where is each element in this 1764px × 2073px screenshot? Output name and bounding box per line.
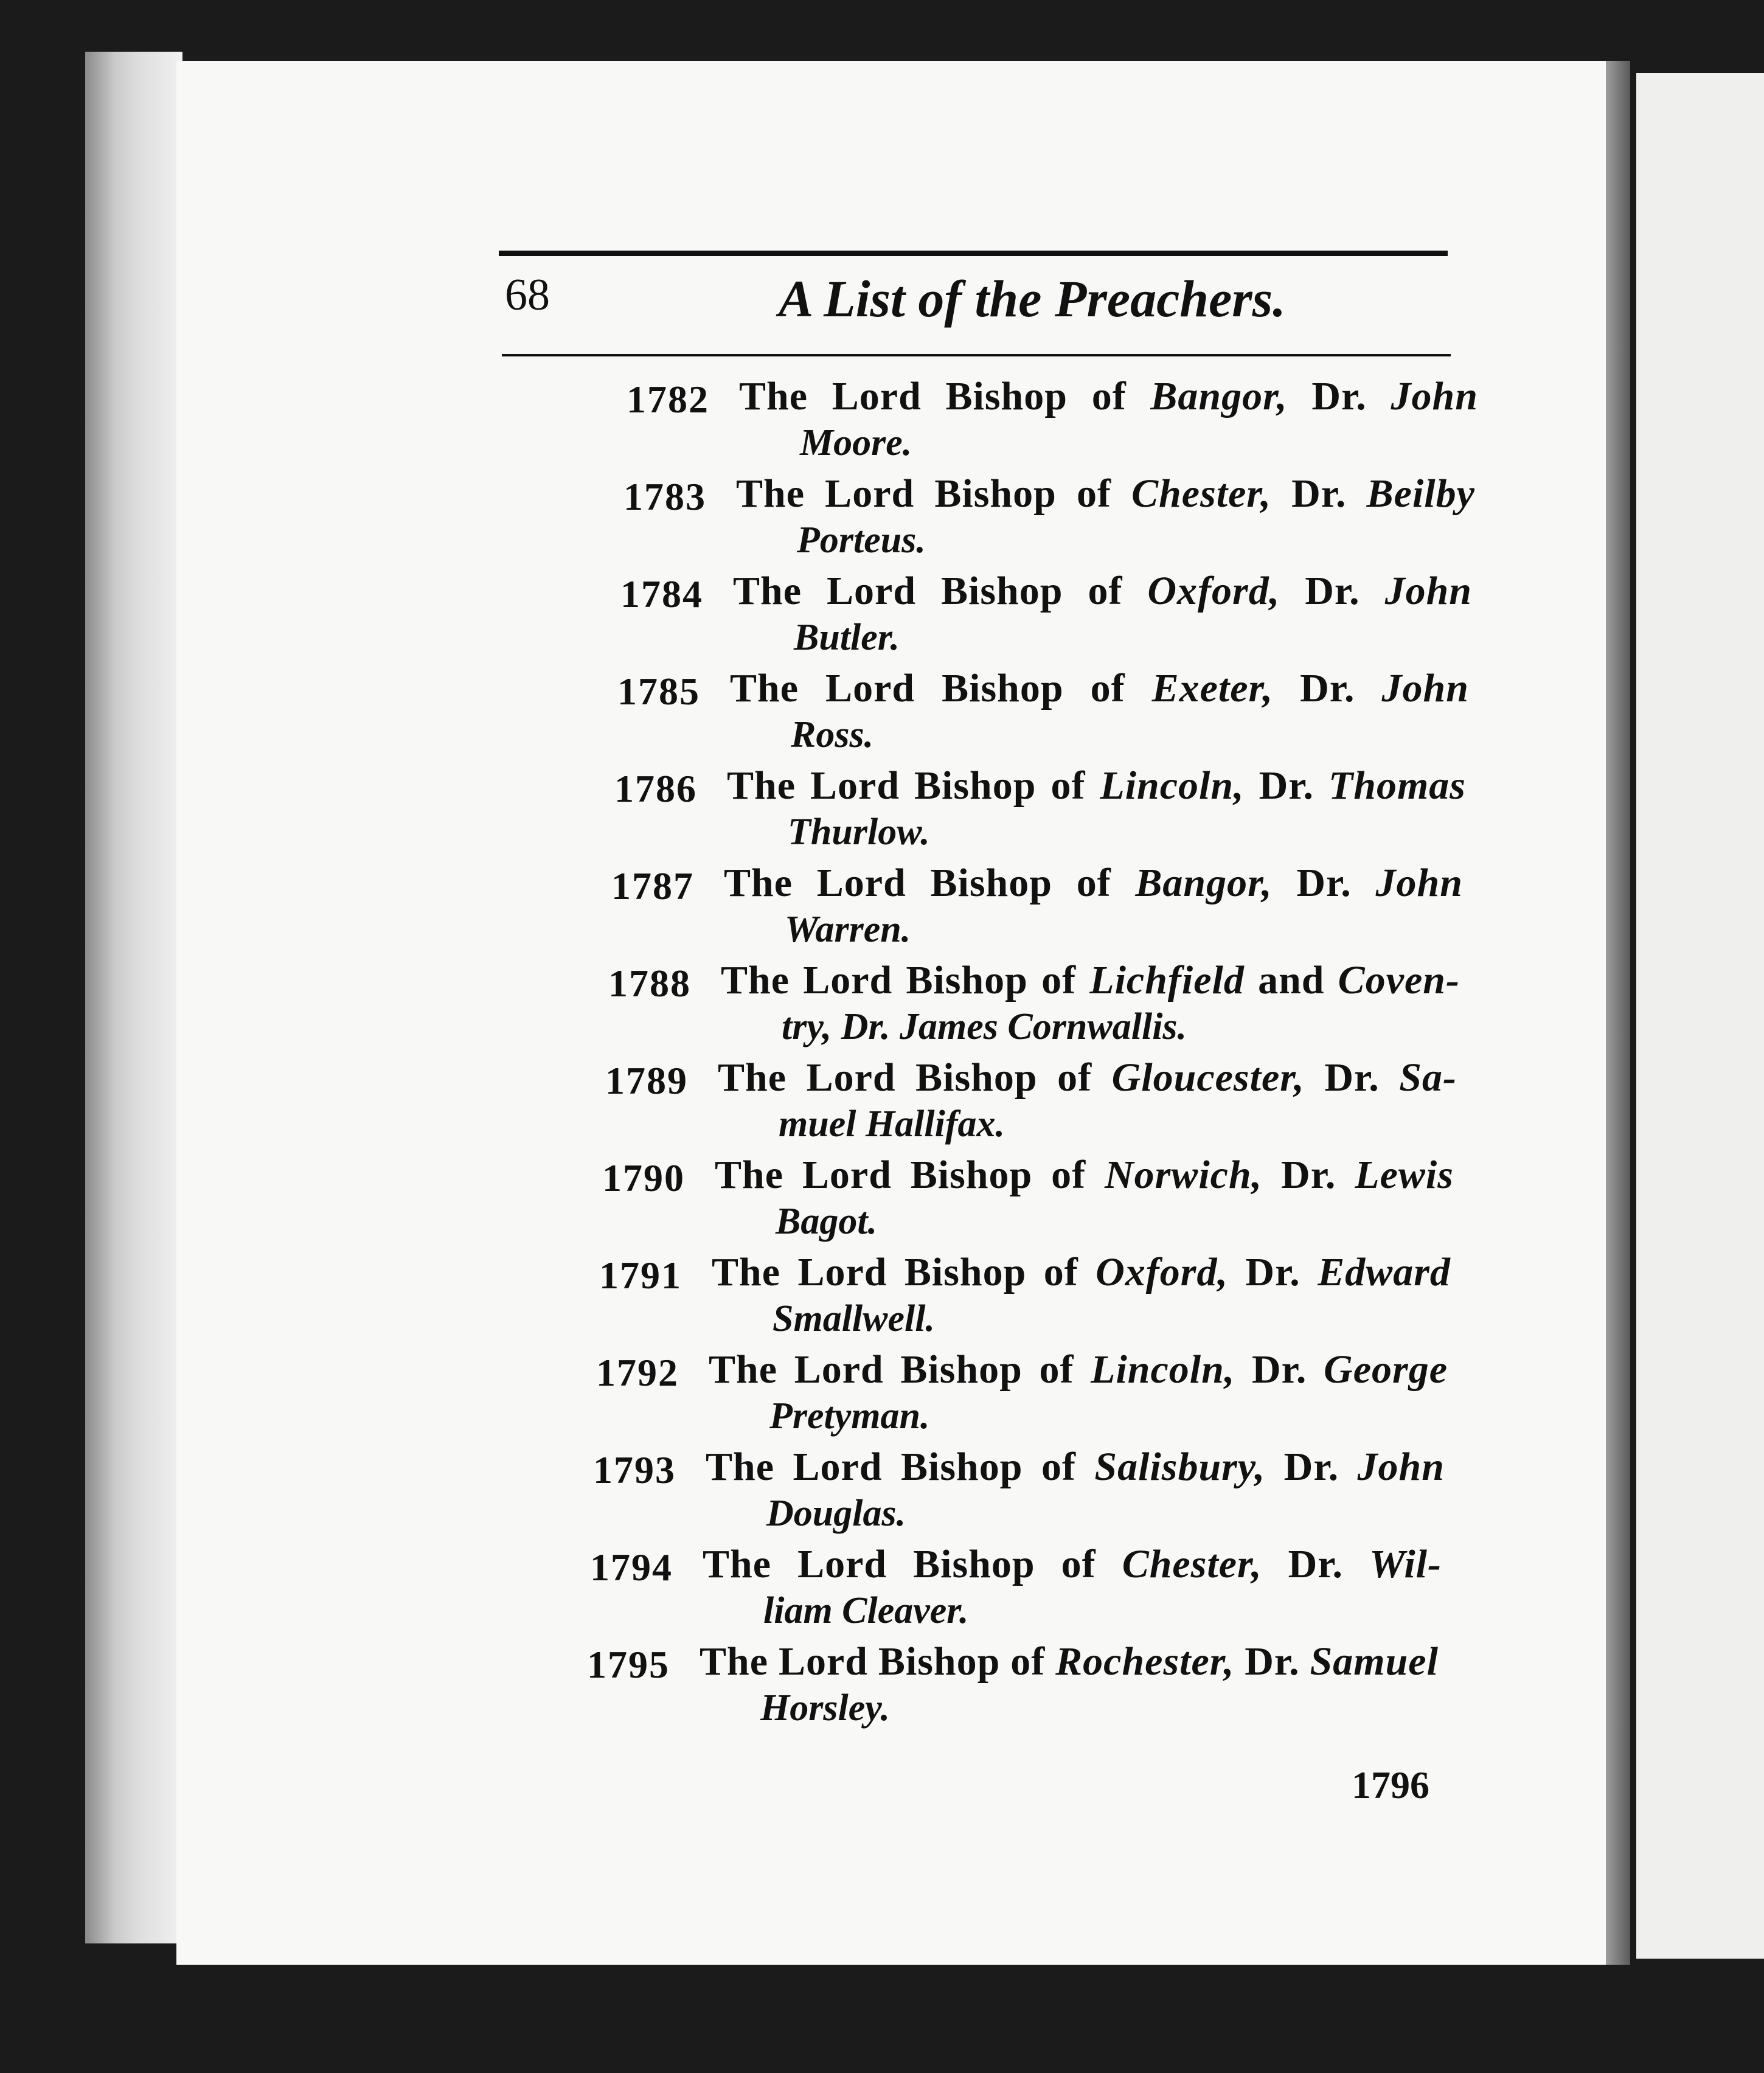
- entry-line-2: Porteus.: [797, 519, 926, 561]
- entry-line-2: Moore.: [800, 422, 912, 464]
- entry-word: Bangor,: [1135, 861, 1273, 905]
- entry-line-2: Warren.: [785, 909, 911, 950]
- entry-line-2: Smallwell.: [773, 1298, 935, 1339]
- entry-word: of: [1051, 1153, 1086, 1197]
- entry-word: Bishop: [945, 374, 1068, 418]
- entry-word: Bishop: [914, 763, 1037, 808]
- entry-year: 1789: [605, 1059, 688, 1102]
- entry-line-1: [733, 571, 1472, 611]
- entry-word: Lord: [832, 374, 922, 418]
- entry-word: Dr.: [1252, 1347, 1307, 1392]
- entry-word: Gloucester,: [1111, 1055, 1305, 1100]
- entry-word: Bishop: [900, 1347, 1023, 1392]
- entry-word: of: [1061, 1542, 1096, 1586]
- catchword: 1796: [1352, 1763, 1429, 1807]
- entry-line-1: [715, 1155, 1454, 1195]
- entry-word: Lord: [797, 1542, 887, 1586]
- entry-word: Samuel: [1310, 1639, 1439, 1684]
- entry-word: Bishop: [934, 471, 1057, 516]
- entry-word: Dr.: [1259, 763, 1314, 808]
- entry-year: 1792: [596, 1351, 679, 1394]
- entry-word: Lord: [803, 958, 893, 1002]
- entry-word: The: [730, 666, 799, 710]
- entry-word: Dr.: [1281, 1153, 1336, 1197]
- entry-line-1: [706, 1447, 1445, 1487]
- entry-word: The: [715, 1153, 784, 1197]
- entry-year: 1790: [602, 1156, 685, 1200]
- entry-word: of: [1041, 958, 1077, 1002]
- entry-word: of: [1076, 471, 1111, 516]
- entry-year: 1782: [627, 378, 709, 421]
- entry-word: Beilby: [1366, 471, 1475, 516]
- entry-line-1: [724, 863, 1463, 903]
- entry-line-2: Douglas.: [766, 1493, 906, 1534]
- entry-word: Oxford,: [1096, 1250, 1228, 1294]
- entry-line-1: [727, 763, 1466, 808]
- entry-word: Lord: [794, 1347, 884, 1392]
- entry-year: 1788: [608, 962, 691, 1005]
- entry-word: of: [1088, 569, 1123, 613]
- entry-word: and: [1258, 958, 1325, 1002]
- entry-year: 1786: [614, 767, 697, 810]
- entry-word: Dr.: [1283, 1445, 1339, 1489]
- entry-word: The: [727, 763, 796, 808]
- entry-year: 1787: [611, 864, 694, 908]
- entry-word: The: [733, 569, 802, 613]
- entry-line-1: [700, 1639, 1439, 1684]
- entry-year: 1794: [590, 1546, 673, 1589]
- entry-word: Lincoln,: [1091, 1347, 1235, 1392]
- entry-word: Norwich,: [1104, 1153, 1263, 1197]
- entry-word: Bishop: [904, 1250, 1027, 1294]
- entry-word: John: [1375, 861, 1463, 905]
- entry-word: Bishop: [910, 1153, 1033, 1197]
- entry-line-2: liam Cleaver.: [763, 1590, 969, 1631]
- entry-word: Dr.: [1245, 1250, 1300, 1294]
- entry-word: Dr.: [1291, 471, 1347, 516]
- entry-line-1: [721, 960, 1460, 1001]
- entry-word: Bishop: [930, 861, 1052, 905]
- entry-word: Dr.: [1296, 861, 1352, 905]
- entry-word: Dr.: [1305, 569, 1360, 613]
- entry-word: Bishop: [942, 666, 1064, 710]
- entry-word: Lord: [825, 666, 915, 710]
- entry-word: Coven-: [1338, 958, 1460, 1002]
- entry-word: Edward: [1318, 1250, 1451, 1294]
- entry-word: Lord: [806, 1055, 896, 1100]
- entry-line-2: Horsley.: [760, 1687, 890, 1729]
- entry-word: Lord: [802, 1153, 892, 1197]
- entry-word: Lord: [825, 471, 915, 516]
- entry-word: Bangor,: [1150, 374, 1288, 418]
- entry-line-1: [703, 1544, 1442, 1585]
- entry-year: 1795: [587, 1643, 670, 1686]
- entry-word: of: [1050, 763, 1086, 808]
- entry-year: 1791: [599, 1254, 682, 1297]
- entry-word: Wil-: [1369, 1542, 1442, 1586]
- entry-word: The: [709, 1347, 778, 1392]
- entry-word: Lord: [810, 763, 900, 808]
- facing-page: [1636, 73, 1764, 1959]
- entry-word: John: [1381, 666, 1469, 710]
- entry-word: Bishop: [915, 1055, 1038, 1100]
- entry-line-2: try, Dr. James Cornwallis.: [782, 1006, 1187, 1047]
- entry-year: 1793: [593, 1448, 676, 1491]
- entry-word: John: [1357, 1445, 1445, 1489]
- entry-word: of: [1043, 1250, 1078, 1294]
- entry-word: The: [700, 1639, 769, 1684]
- entry-word: Chester,: [1122, 1542, 1262, 1586]
- entry-word: The: [736, 471, 805, 516]
- entry-word: Bishop: [901, 1445, 1023, 1489]
- entry-word: Chester,: [1131, 471, 1271, 516]
- entry-word: The: [706, 1445, 775, 1489]
- entry-word: Lord: [827, 569, 917, 613]
- header-rule-top: [499, 251, 1448, 256]
- entry-word: Lord: [793, 1445, 883, 1489]
- entry-word: John: [1384, 569, 1472, 613]
- entry-line-2: Thurlow.: [788, 811, 930, 853]
- entry-word: Bishop: [906, 958, 1028, 1002]
- entry-word: Bishop: [913, 1542, 1035, 1586]
- entry-word: Bishop: [941, 569, 1063, 613]
- entry-line-1: [709, 1347, 1448, 1392]
- entry-word: The: [712, 1250, 781, 1294]
- book-gutter: [1606, 61, 1630, 1965]
- header-rule-bottom: [502, 354, 1451, 356]
- entry-word: of: [1076, 861, 1111, 905]
- entry-word: of: [1091, 374, 1127, 418]
- entry-line-1: [736, 471, 1475, 516]
- entry-word: The: [718, 1055, 787, 1100]
- entry-year: 1783: [623, 475, 706, 518]
- entry-word: Lincoln,: [1100, 763, 1245, 808]
- entry-word: Lord: [797, 1250, 887, 1294]
- entry-word: Sa-: [1399, 1055, 1457, 1100]
- entry-line-2: muel Hallifax.: [779, 1103, 1005, 1145]
- entry-word: Lord: [816, 861, 906, 905]
- entry-word: The: [739, 374, 808, 418]
- entry-word: Lewis: [1355, 1153, 1454, 1197]
- entry-line-1: [730, 668, 1469, 709]
- entry-line-2: Bagot.: [776, 1201, 878, 1242]
- entry-word: of: [1010, 1639, 1046, 1684]
- entry-word: John: [1391, 374, 1478, 418]
- entry-word: of: [1041, 1445, 1076, 1489]
- entry-line-2: Butler.: [794, 617, 900, 658]
- entry-word: of: [1057, 1055, 1092, 1100]
- entry-year: 1784: [620, 572, 703, 616]
- entry-word: Dr.: [1311, 374, 1367, 418]
- entry-line-1: [718, 1055, 1457, 1100]
- entry-word: Thomas: [1328, 763, 1466, 808]
- entry-word: Dr.: [1300, 666, 1355, 710]
- entry-word: Dr.: [1288, 1542, 1344, 1586]
- entry-word: The: [703, 1542, 772, 1586]
- entry-line-2: Ross.: [791, 714, 874, 755]
- entry-word: Salisbury,: [1094, 1445, 1266, 1489]
- entry-word: Exeter,: [1151, 666, 1274, 710]
- entry-word: Rochester,: [1055, 1639, 1235, 1684]
- page-number: 68: [505, 270, 550, 320]
- entry-word: Oxford,: [1147, 569, 1280, 613]
- entry-word: George: [1324, 1347, 1448, 1392]
- entry-word: Dr.: [1245, 1639, 1300, 1684]
- entry-word: Lichfield: [1089, 958, 1245, 1002]
- entry-line-1: [739, 374, 1478, 418]
- entry-year: 1785: [617, 670, 700, 713]
- entry-word: The: [724, 861, 793, 905]
- entry-word: of: [1039, 1347, 1074, 1392]
- entry-word: of: [1090, 666, 1125, 710]
- entry-line-2: Pretyman.: [769, 1395, 930, 1437]
- page-edge: [85, 52, 182, 1943]
- entry-word: Bishop: [878, 1639, 1001, 1684]
- entry-word: The: [721, 958, 790, 1002]
- running-title: A List of the Preachers.: [779, 269, 1286, 328]
- entry-line-1: [712, 1252, 1451, 1293]
- entry-word: Dr.: [1324, 1055, 1380, 1100]
- entry-word: Lord: [778, 1639, 868, 1684]
